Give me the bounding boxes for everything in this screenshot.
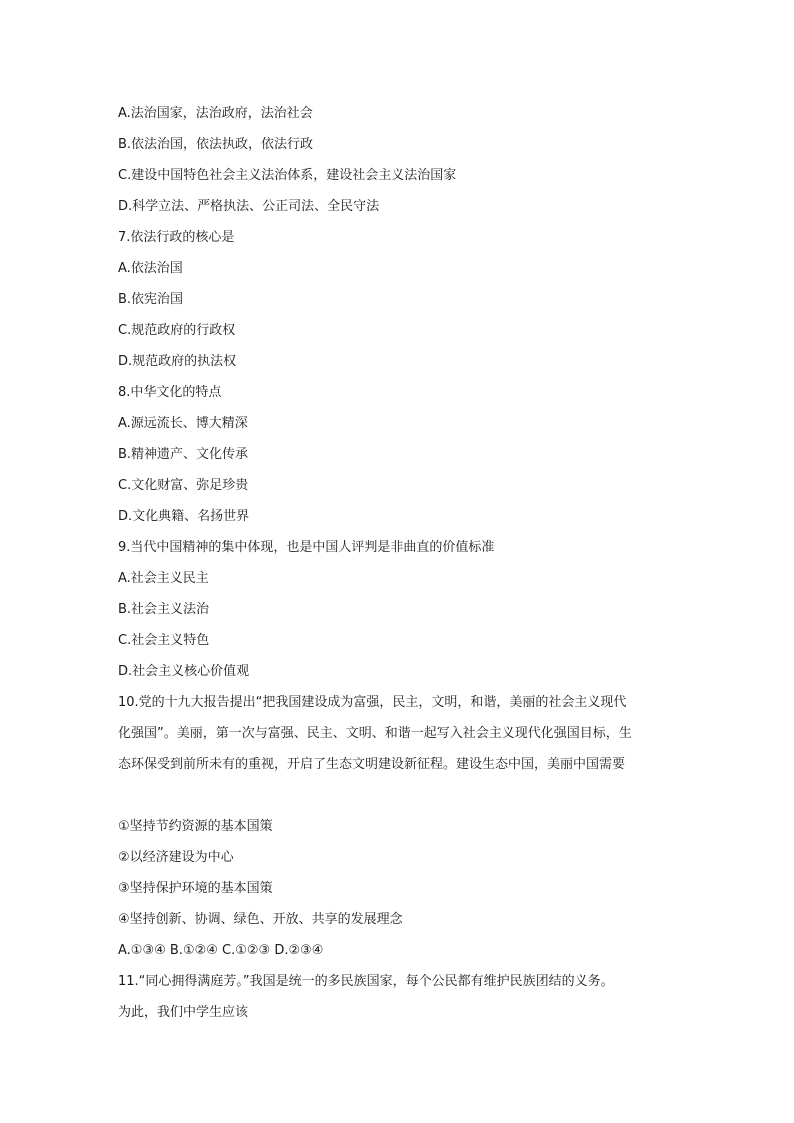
q7-question: 7.依法行政的核心是 xyxy=(118,230,235,245)
q9-option-d: D.社会主义核心价值观 xyxy=(118,664,250,679)
q8-option-b: B.精神遗产、文化传承 xyxy=(118,447,249,462)
q9-question: 9.当代中国精神的集中体现，也是中国人评判是非曲直的价值标准 xyxy=(118,540,495,555)
q9-option-c: C.社会主义特色 xyxy=(118,633,210,648)
q7-option-d: D.规范政府的执法权 xyxy=(118,354,237,369)
q9-option-b: B.社会主义法治 xyxy=(118,602,210,617)
q10-question-line-2: 化强国”。美丽，第一次与富强、民主、文明、和谐一起写入社会主义现代化强国目标，生 xyxy=(118,726,632,741)
q10-options: A.①③④ B.①②④ C.①②③ D.②③④ xyxy=(118,943,324,958)
q10-question-line-3: 态环保受到前所未有的重视，开启了生态文明建设新征程。建设生态中国，美丽中国需要 xyxy=(118,757,626,772)
q7-option-a: A.依法治国 xyxy=(118,261,183,276)
q8-option-c: C.文化财富、弥足珍贵 xyxy=(118,478,249,493)
q10-statement-1: ①坚持节约资源的基本国策 xyxy=(118,819,273,834)
q10-statement-3: ③坚持保护环境的基本国策 xyxy=(118,881,273,896)
q8-option-d: D.文化典籍、名扬世界 xyxy=(118,509,250,524)
q6-option-d: D.科学立法、严格执法、公正司法、全民守法 xyxy=(118,199,380,214)
q7-option-c: C.规范政府的行政权 xyxy=(118,323,236,338)
q6-option-b: B.依法治国，依法执政，依法行政 xyxy=(118,137,314,152)
q11-question-line-2: 为此，我们中学生应该 xyxy=(118,1005,249,1020)
q8-question: 8.中华文化的特点 xyxy=(118,385,222,400)
blank-line xyxy=(118,780,688,811)
q7-option-b: B.依宪治国 xyxy=(118,292,184,307)
q11-question-line-1: 11.“同心拥得满庭芳。”我国是统一的多民族国家，每个公民都有维护民族团结的义务。 xyxy=(118,974,614,989)
q10-statement-4: ④坚持创新、协调、绿色、开放、共享的发展理念 xyxy=(118,912,403,927)
q10-statement-2: ②以经济建设为中心 xyxy=(118,850,234,865)
q10-question-line-1: 10.党的十九大报告提出“把我国建设成为富强，民主，文明，和谐，美丽的社会主义现代 xyxy=(118,695,627,710)
q6-option-c: C.建设中国特色社会主义法治体系，建设社会主义法治国家 xyxy=(118,168,457,183)
q9-option-a: A.社会主义民主 xyxy=(118,571,209,586)
document-page xyxy=(118,98,688,1028)
q6-option-a: A.法治国家，法治政府，法治社会 xyxy=(118,106,313,121)
q8-option-a: A.源远流长、博大精深 xyxy=(118,416,248,431)
